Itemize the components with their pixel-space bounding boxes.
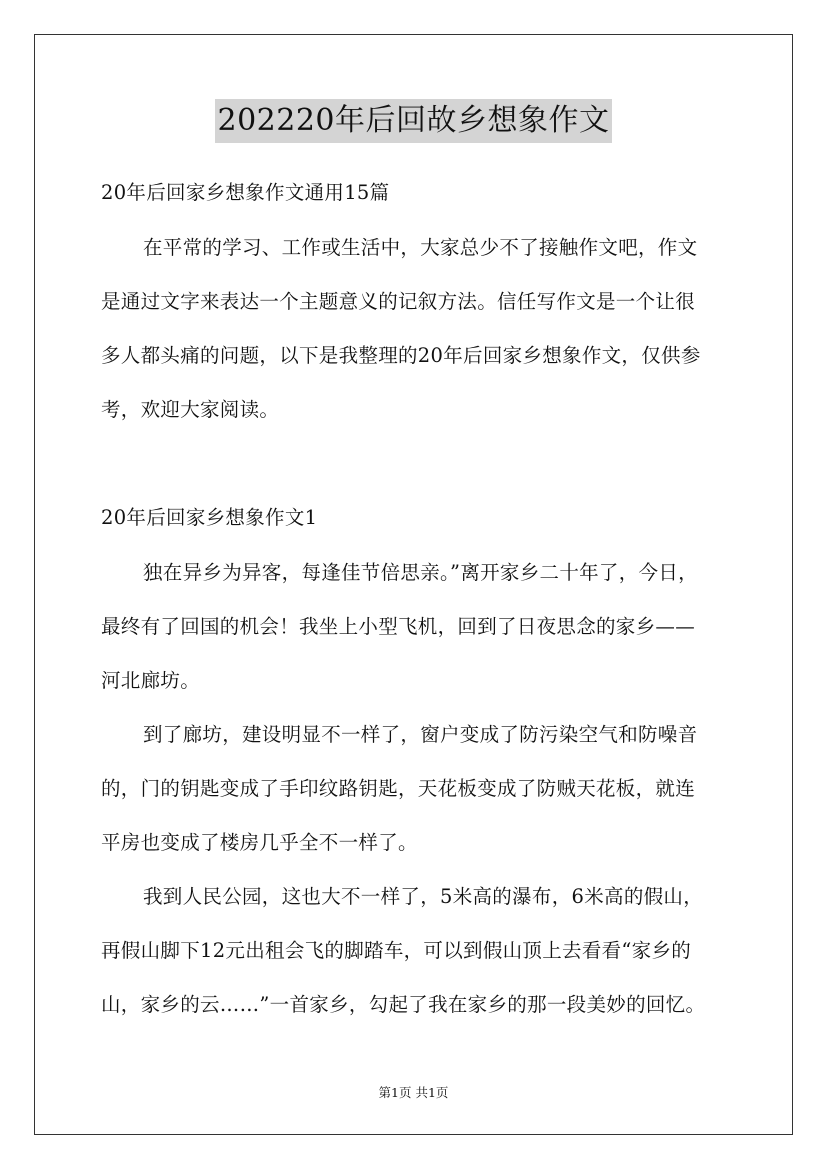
document-title: 202220年后回故乡想象作文 [215, 99, 611, 143]
para1-line-2: 最终有了回国的机会！我坐上小型飞机，回到了日夜思念的家乡—— [101, 615, 696, 638]
para2-line-3: 平房也变成了楼房几乎全不一样了。 [101, 831, 418, 854]
title-container [0, 99, 827, 143]
section-heading: 20年后回家乡想象作文1 [101, 506, 318, 529]
intro-line-4: 考，欢迎大家阅读。 [101, 398, 280, 421]
para1-line-3: 河北廊坊。 [101, 669, 201, 692]
intro-line-2: 是通过文字来表达一个主题意义的记叙方法。信任写作文是一个让很 [101, 290, 696, 313]
para3-line-1: 我到人民公园，这也大不一样了，5米高的瀑布，6米高的假山， [143, 885, 704, 908]
intro-line-3: 多人都头痛的问题，以下是我整理的20年后回家乡想象作文，仅供参 [101, 344, 701, 367]
document-subtitle: 20年后回家乡想象作文通用15篇 [101, 181, 390, 204]
page-number: 第1页 共1页 [378, 1085, 449, 1100]
para3-line-2: 再假山脚下12元出租会飞的脚踏车，可以到假山顶上去看看“家乡的 [101, 939, 692, 962]
para2-line-1: 到了廊坊，建设明显不一样了，窗户变成了防污染空气和防噪音 [143, 723, 698, 746]
para3-line-3: 山，家乡的云……”一首家乡，勾起了我在家乡的那一段美妙的回忆。 [101, 993, 706, 1016]
para2-line-2: 的，门的钥匙变成了手印纹路钥匙，天花板变成了防贼天花板，就连 [101, 777, 696, 800]
intro-line-1: 在平常的学习、工作或生活中，大家总少不了接触作文吧，作文 [143, 236, 698, 259]
para1-line-1: 独在异乡为异客，每逢佳节倍思亲。”离开家乡二十年了，今日， [143, 561, 698, 584]
